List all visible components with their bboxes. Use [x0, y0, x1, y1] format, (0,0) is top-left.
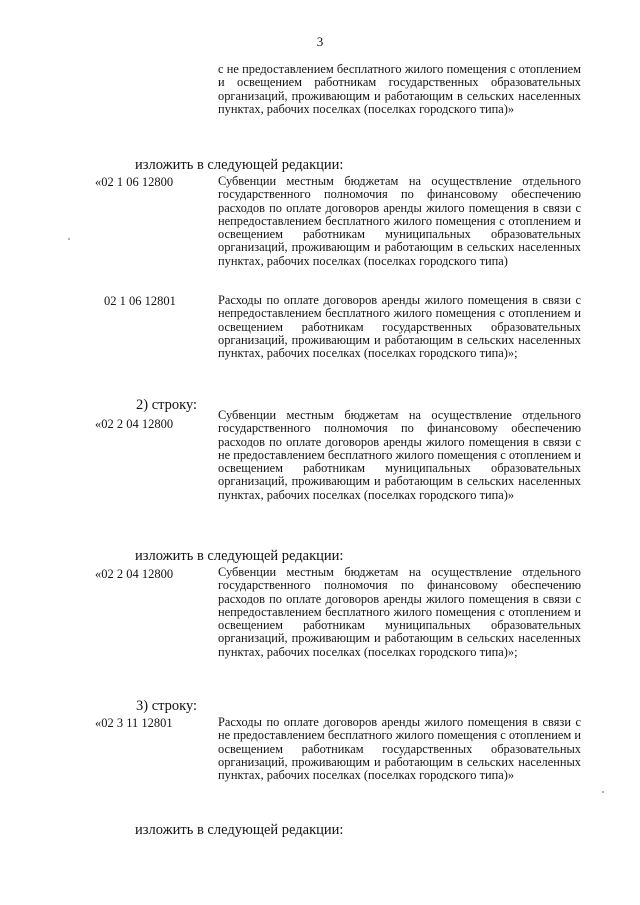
- budget-code: 02 1 06 12801: [104, 294, 176, 308]
- section-heading: 3) строку:: [136, 698, 198, 714]
- section-heading: изложить в следующей редакции:: [135, 548, 344, 564]
- budget-code: «02 3 11 12801: [95, 716, 173, 730]
- scan-speck: [602, 791, 604, 793]
- paragraph-text: Расходы по оплате договоров аренды жилого помещения в связи с непредоставлением бесплатного жилого помещения с отоплением и освещением работникам государственных образовательных организаций, проживающим и работающим в сельских населенных пунктах, рабочих поселках (поселках городского типа)»;: [218, 293, 581, 361]
- paragraph-text: с не предоставлением бесплатного жилого помещения с отоплением и освещением работникам государственных образовательных организаций, проживающим и работающим в сельских населенных пунктах, рабочих поселках (поселках городского типа)»: [218, 62, 581, 116]
- section-heading: 2) строку:: [136, 397, 198, 413]
- paragraph-text: Субвенции местным бюджетам на осуществление отдельного государственного полномочия по финансовому обеспечению расходов по оплате договоров аренды жилого помещения в связи с не предоставлением бесплатного жилого помещения с отоплением и освещением работникам муниципальных образовательных организаций, проживающим и работающим в сельских населенных пунктах, рабочих поселках (поселках городского типа)»: [218, 408, 581, 502]
- paragraph-text: Субвенции местным бюджетам на осуществление отдельного государственного полномочия по финансовому обеспечению расходов по оплате договоров аренды жилого помещения в связи с непредоставлением бесплатного жилого помещения с отоплением и освещением работникам муниципальных образовательных организаций, проживающим и работающим в сельских населенных пунктах, рабочих поселках (поселках городского типа)»;: [218, 565, 581, 659]
- paragraph-text: Расходы по оплате договоров аренды жилого помещения в связи с не предоставлением бесплатного жилого помещения с отоплением и освещением работникам государственных образовательных организаций, проживающим и работающим в сельских населенных пунктах, рабочих поселках (поселках городского типа)»: [218, 715, 581, 783]
- budget-code: «02 2 04 12800: [95, 567, 174, 581]
- budget-code: «02 1 06 12800: [95, 175, 174, 189]
- scan-speck: [68, 238, 70, 240]
- section-heading: изложить в следующей редакции:: [135, 822, 344, 838]
- section-heading: изложить в следующей редакции:: [135, 157, 344, 173]
- page-number: 3: [316, 34, 324, 49]
- budget-code: «02 2 04 12800: [95, 417, 174, 431]
- paragraph-text: Субвенции местным бюджетам на осуществление отдельного государственного полномочия по финансовому обеспечению расходов по оплате договоров аренды жилого помещения в связи с непредоставлением бесплатного жилого помещения с отоплением и освещением работникам муниципальных образовательных организаций, проживающим и работающим в сельских населенных пунктах, рабочих поселках (поселках городского типа): [218, 174, 581, 268]
